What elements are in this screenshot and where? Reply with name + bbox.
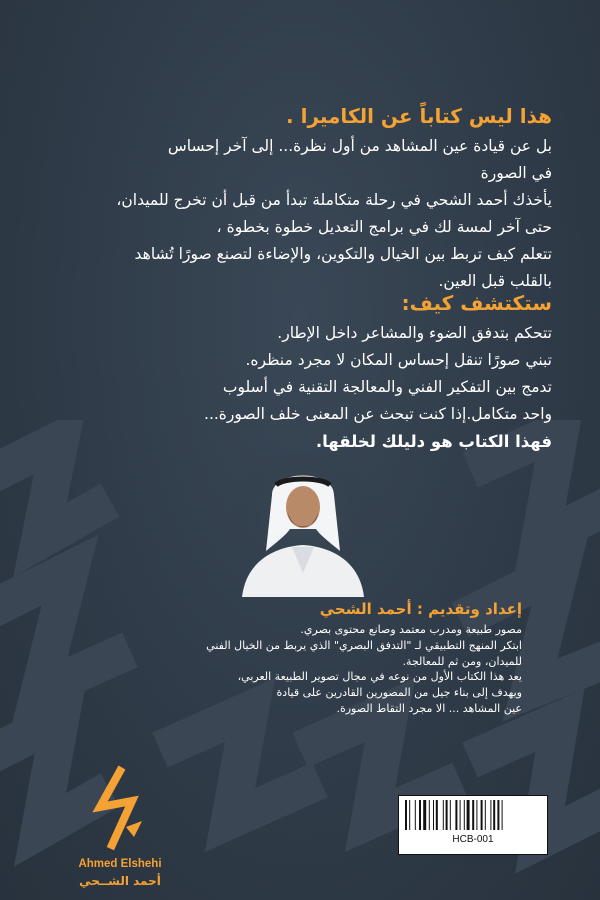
intro-paragraph bbox=[32, 133, 552, 295]
intro-line: في الصورة bbox=[480, 164, 552, 182]
intro-section bbox=[32, 104, 552, 128]
intro-line: يأخذك أحمد الشحي في رحلة متكاملة تبدأ من قبل أن تخرج للميدان، bbox=[116, 191, 552, 209]
intro-line: بالقلب قبل العين. bbox=[438, 272, 552, 290]
logo-arabic-name: أحمد الشــحي bbox=[79, 874, 161, 888]
author-bio-line: مصور طبيعة ومدرب معتمد وصانع محتوى بصري. bbox=[300, 623, 522, 636]
discover-line: تتحكم بتدفق الضوء والمشاعر داخل الإطار. bbox=[277, 324, 552, 342]
discover-line: واحد متكامل.إذا كنت تبحث عن المعنى خلف الصورة... bbox=[204, 405, 552, 423]
intro-line: حتى آخر لمسة لك في برامج التعديل خطوة بخطوة ، bbox=[216, 218, 552, 236]
author-bio-line: عين المشاهد ... الا مجرد التقاط الصورة. bbox=[336, 701, 522, 715]
discover-line: تبني صورًا تنقل إحساس المكان لا مجرد منظره. bbox=[245, 351, 552, 369]
discover-line: تدمج بين التفكير الفني والمعالجة التقنية في أسلوب bbox=[222, 378, 552, 396]
author-bio-line: للميدان، ومن ثم للمعالجة. bbox=[402, 654, 522, 668]
discover-section bbox=[32, 291, 552, 315]
discover-heading: ستكتشف كيف: bbox=[401, 291, 552, 315]
stylized-s-logo-icon bbox=[90, 765, 150, 855]
author-section bbox=[102, 600, 522, 717]
barcode-bars bbox=[405, 800, 541, 830]
author-bio-line: يعد هذا الكتاب الأول من نوعه في مجال تصوير الطبيعة العربي، bbox=[237, 670, 522, 684]
intro-line: تتعلم كيف تربط بين الخيال والتكوين، والإضاءة لتصنع صورًا تُشاهد bbox=[134, 245, 552, 263]
discover-paragraph bbox=[32, 320, 552, 455]
author-portrait bbox=[232, 455, 374, 597]
barcode-label: HCB-001 bbox=[452, 834, 494, 845]
discover-final-line: فهذا الكتاب هو دليلك لخلقها. bbox=[315, 432, 552, 451]
barcode bbox=[398, 795, 548, 855]
intro-heading: هذا ليس كتاباً عن الكاميرا . bbox=[286, 104, 552, 128]
intro-line: بل عن قيادة عين المشاهد من أول نظرة... إلى آخر إحساس bbox=[167, 137, 552, 155]
author-bio-line: ابتكر المنهج التطبيقي لـ "التدفق البصري" الذي يربط من الخيال الفني bbox=[206, 638, 522, 652]
author-bio-line: ويهدف إلى بناء جيل من المصورين القادرين على قيادة bbox=[276, 686, 522, 700]
author-title: إعداد وتقديم : أحمد الشحي bbox=[319, 600, 522, 618]
logo-english-name: Ahmed Elshehi bbox=[78, 858, 162, 870]
